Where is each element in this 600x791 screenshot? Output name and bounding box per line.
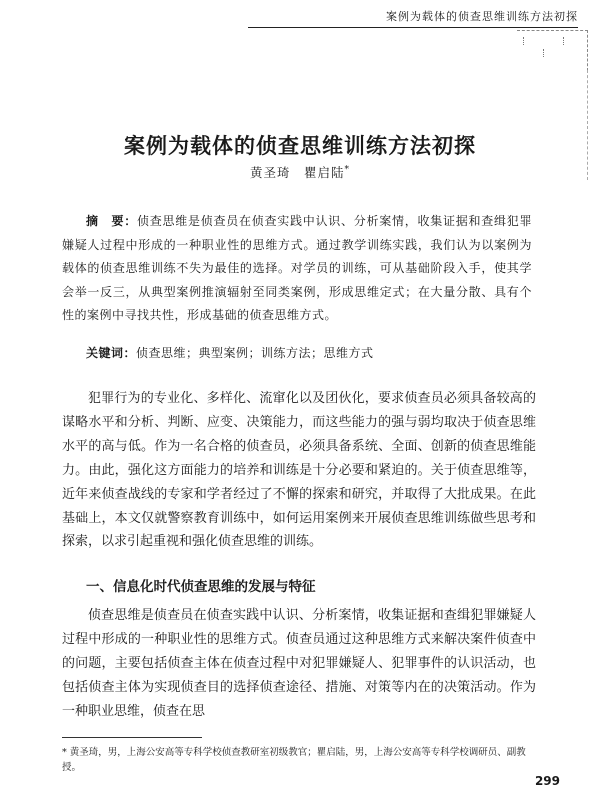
abstract xyxy=(62,210,532,328)
abstract-label: 摘 要： xyxy=(86,214,137,228)
section-paragraph: 侦查思维是侦查员在侦查实践中认识、分析案情，收集证据和查缉犯罪嫌疑人过程中形成的一种职业性的思维方式。侦查员通过这种思维方式来解决案件侦查中的问题，主要包括侦查主体在侦查过程中对犯罪嫌疑人、犯罪事件的认识活动，也包括侦查主体为实现侦查目的选择侦查途径、措施、对策等内在的决策活动。作为一种职业思维，侦查在思 xyxy=(62,608,536,719)
stamp-line xyxy=(563,37,564,45)
article-title: 案例为载体的侦查思维训练方法初探 xyxy=(124,134,476,159)
stamp-line xyxy=(523,37,524,45)
running-header: 案例为载体的侦查思维训练方法初探 xyxy=(248,8,578,28)
author-footnote-mark: * xyxy=(344,164,350,175)
library-stamp-mark xyxy=(517,30,588,71)
footnote-divider xyxy=(62,737,202,738)
keywords-label: 关键词： xyxy=(86,346,137,360)
keywords-text: 侦查思维；典型案例；训练方法；思维方式 xyxy=(136,346,374,360)
article-authors xyxy=(0,163,600,181)
intro-paragraph: 犯罪行为的专业化、多样化、流窜化以及团伙化，要求侦查员必须具备较高的谋略水平和分析、判断、应变、决策能力，而这些能力的强与弱均取决于侦查思维水平的高与低。作为一名合格的侦查员，必须具备系统、全面、创新的侦查思维能力。由此，强化这方面能力的培养和训练是十分必要和紧迫的。关于侦查思维等，近年来侦查战线的专家和学者经过了不懈的探索和研究，并取得了大批成果。在此基础上，本文仅就警察教育训练中，如何运用案例来开展侦查思维训练做些思考和探索，以求引起重视和强化侦查思维的训练。 xyxy=(62,391,536,550)
author-names: 黄圣琦 瞿启陆 xyxy=(249,165,345,180)
footnote: * 黄圣琦，男，上海公安高等专科学校侦查教研室初级教官；瞿启陆，男，上海公安高等专科学校调研员、副教授。 xyxy=(62,747,526,773)
keywords xyxy=(86,344,532,361)
page-number: 299 xyxy=(534,774,560,788)
section-heading: 一、信息化时代侦查思维的发展与特征 xyxy=(86,579,316,595)
abstract-text: 侦查思维是侦查员在侦查实践中认识、分析案情，收集证据和查缉犯罪嫌疑人过程中形成的一种职业性的思维方式。通过教学训练实践，我们认为以案例为载体的侦查思维训练不失为最佳的选择。对学员的训练，可从基础阶段入手，使其学会举一反三，从典型案例推演辐射至同类案例，形成思维定式；在大量分散、具有个性的案例中寻找共性，形成基础的侦查思维方式。 xyxy=(62,214,532,323)
stamp-line xyxy=(543,49,544,57)
